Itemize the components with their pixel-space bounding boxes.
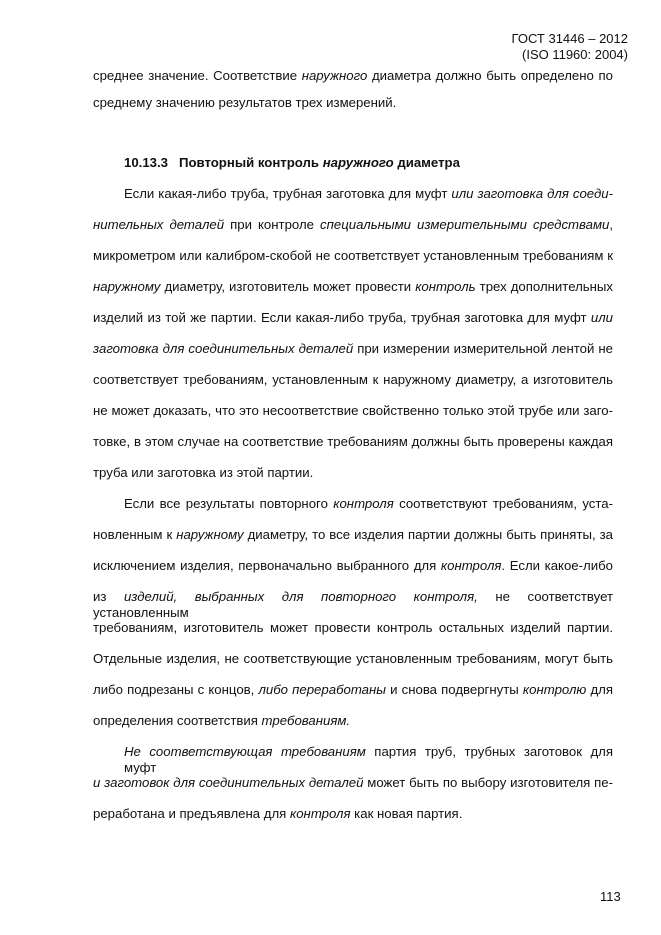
text-segment: либо подрезаны с концов, — [93, 682, 259, 697]
text-segment: изделий, выбранных для повторного контроля, — [123, 589, 478, 604]
text-segment: наружного — [301, 68, 368, 83]
text-segment: Если какая-либо труба, трубная заготовка для муфт — [124, 186, 452, 201]
text-segment: контроля — [440, 558, 502, 573]
text-segment: или — [590, 310, 613, 325]
text-line — [124, 186, 613, 202]
text-segment: при измерении измерительной лентой не — [353, 341, 613, 356]
text-line — [93, 248, 613, 264]
text-segment: Отдельные изделия, не соответствующие установленным требованиям, могут быть — [93, 651, 613, 666]
text-segment: среднему значению результатов трех измерений. — [93, 95, 397, 110]
text-line — [93, 713, 661, 729]
text-segment: исключением изделия, первоначально выбранного для — [93, 558, 441, 573]
text-segment: диаметра — [393, 155, 460, 170]
text-line — [93, 589, 613, 621]
iso-reference: (ISO 11960: 2004) — [522, 47, 628, 62]
text-segment: заготовка для соединительных деталей — [93, 341, 354, 356]
text-segment: . Если какое-либо — [501, 558, 613, 573]
text-line — [93, 95, 661, 111]
text-segment: или заготовка для соеди- — [451, 186, 613, 201]
text-segment: контроля — [290, 806, 351, 821]
standard-number: ГОСТ 31446 – 2012 — [511, 31, 628, 46]
section-heading — [124, 155, 661, 171]
text-segment: , — [609, 217, 614, 232]
text-segment: новленным к — [93, 527, 177, 542]
text-segment: при контроле — [224, 217, 321, 232]
text-segment: среднее значение. Соответствие — [93, 68, 302, 83]
text-line — [93, 217, 613, 233]
text-segment: для — [586, 682, 613, 697]
text-line — [93, 434, 613, 450]
text-segment: либо переработаны — [258, 682, 386, 697]
text-line — [93, 806, 661, 822]
text-line — [93, 372, 613, 388]
text-segment: наружного — [322, 155, 394, 170]
text-segment: Если все результаты повторного — [124, 496, 334, 511]
page-number: 113 — [600, 889, 621, 904]
text-segment: и заготовок для соединительных деталей — [93, 775, 364, 790]
text-line — [93, 651, 613, 667]
text-segment: определения соответствия — [93, 713, 262, 728]
text-segment: требованиям, изготовитель может провести контроль остальных изделий партии. — [93, 620, 613, 635]
text-segment: не соответствует установленным — [93, 589, 614, 620]
text-segment: наружному — [176, 527, 244, 542]
text-segment: диаметру, то все изделия партии должны быть приняты, за — [243, 527, 613, 542]
text-segment: изделий из той же партии. Если какая-либо труба, трубная заготовка для муфт — [93, 310, 591, 325]
text-segment: соответствуют требованиям, уста- — [393, 496, 613, 511]
text-line — [93, 465, 661, 481]
text-segment: 10.13.3 Повторный контроль — [124, 155, 323, 170]
document-header — [512, 31, 628, 63]
text-segment: диаметра должно быть определено по — [367, 68, 613, 83]
text-segment: товке, в этом случае на соответствие требованиям должны быть проверены каждая — [93, 434, 613, 449]
text-segment: Не соответствующая требованиям — [124, 744, 366, 759]
text-line — [93, 558, 613, 574]
text-segment: нительных деталей — [93, 217, 225, 232]
text-segment: как новая партия. — [350, 806, 463, 821]
text-line — [124, 496, 613, 512]
text-line — [93, 620, 613, 636]
text-segment: реработана и предъявлена для — [93, 806, 290, 821]
text-segment: из — [93, 589, 124, 604]
text-segment: наружному — [93, 279, 161, 294]
text-line — [93, 527, 613, 543]
text-segment: и снова подвергнуты — [385, 682, 523, 697]
text-segment: не может доказать, что это несоответствие свойственно только этой трубе или заго- — [93, 403, 613, 418]
text-line — [93, 341, 613, 357]
text-segment: микрометром или калибром-скобой не соответствует установленным требованиям к — [93, 248, 613, 263]
text-line — [93, 775, 613, 791]
text-line — [93, 279, 613, 295]
text-segment: может быть по выбору изготовителя пе- — [363, 775, 613, 790]
text-segment: трех дополнительных — [475, 279, 614, 294]
text-segment: труба или заготовка из этой партии. — [93, 465, 314, 480]
text-line — [93, 68, 613, 84]
text-segment: контроля — [333, 496, 394, 511]
text-segment: партия труб, трубных заготовок для муфт — [124, 744, 613, 775]
text-segment: требованиям. — [261, 713, 351, 728]
text-segment: контролю — [522, 682, 587, 697]
text-line — [124, 744, 613, 776]
text-line — [93, 682, 613, 698]
text-segment: контроль — [415, 279, 476, 294]
text-line — [93, 403, 613, 419]
text-segment: соответствует требованиям, установленным к наружному диаметру, а изготовитель — [93, 372, 613, 387]
text-segment: специальными измерительными средствами — [320, 217, 610, 232]
text-line — [93, 310, 613, 326]
text-segment: диаметру, изготовитель может провести — [160, 279, 416, 294]
